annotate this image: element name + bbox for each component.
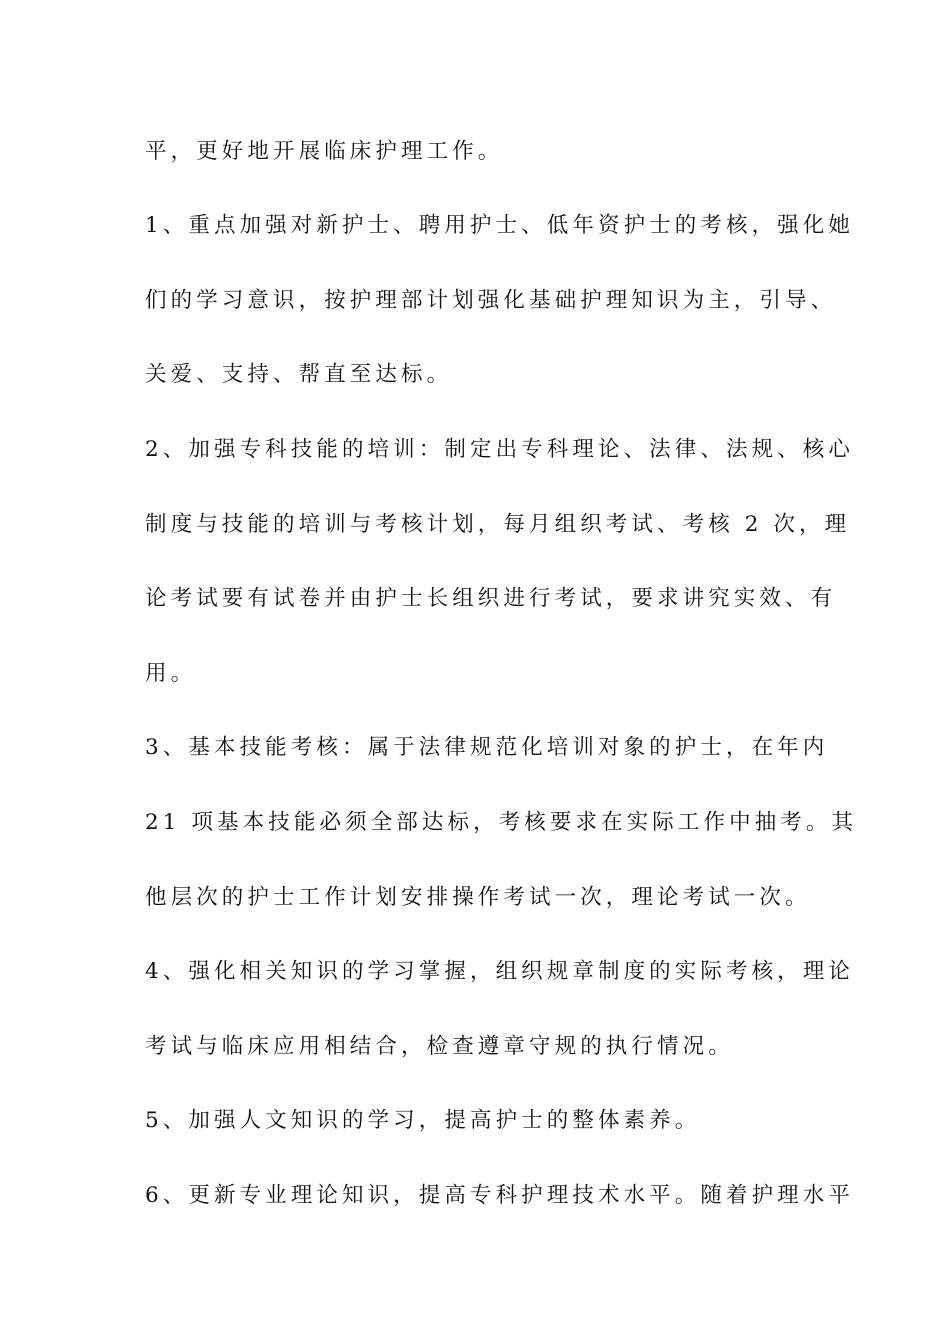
text-line: 制度与技能的培训与考核计划，每月组织考试、考核 2 次，理 bbox=[145, 512, 851, 537]
text-line: 平，更好地开展临床护理工作。 bbox=[145, 139, 504, 164]
text-line: 4、强化相关知识的学习掌握，组织规章制度的实际考核，理论 bbox=[145, 959, 854, 984]
text-line: 论考试要有试卷并由护士长组织进行考试，要求讲究实效、有 bbox=[145, 586, 837, 611]
text-line: 5、加强人文知识的学习，提高护士的整体素养。 bbox=[145, 1108, 701, 1133]
text-line: 6、更新专业理论知识，提高专科护理技术水平。随着护理水平 bbox=[145, 1183, 854, 1208]
text-line: 关爱、支持、帮直至达标。 bbox=[145, 362, 453, 387]
text-line: 3、基本技能考核：属于法律规范化培训对象的护士，在年内 bbox=[145, 735, 829, 760]
text-line: 他层次的护士工作计划安排操作考试一次，理论考试一次。 bbox=[145, 885, 811, 910]
text-line: 21 项基本技能必须全部达标，考核要求在实际工作中抽考。其 bbox=[145, 810, 858, 835]
text-line: 考试与临床应用相结合，检查遵章守规的执行情况。 bbox=[145, 1034, 734, 1059]
text-line: 用。 bbox=[145, 661, 197, 686]
text-line: 们的学习意识，按护理部计划强化基础护理知识为主，引导、 bbox=[145, 288, 837, 313]
text-line: 1、重点加强对新护士、聘用护士、低年资护士的考核，强化她 bbox=[145, 213, 854, 238]
text-line: 2、加强专科技能的培训：制定出专科理论、法律、法规、核心 bbox=[145, 437, 854, 462]
